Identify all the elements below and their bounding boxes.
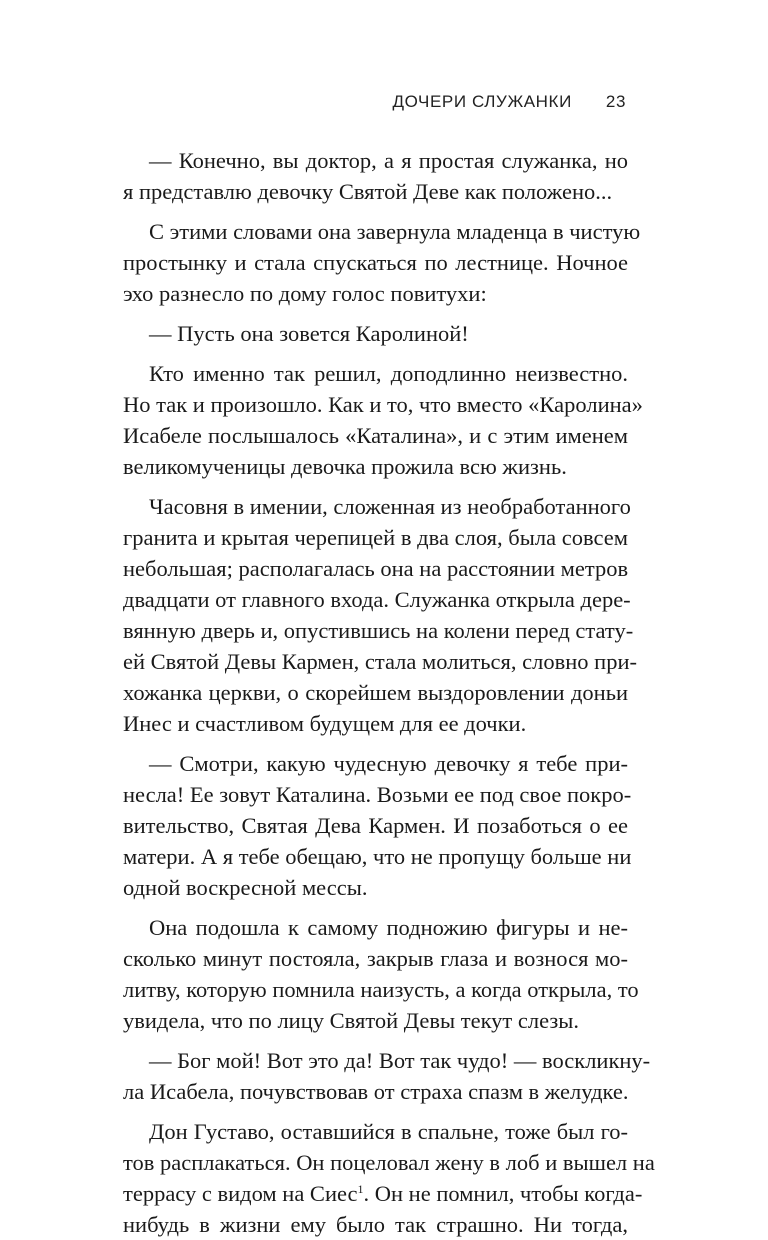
paragraph (123, 1116, 655, 1240)
text-line: тов расплакаться. Он поцеловал жену в лоб и вышел на (123, 1150, 655, 1175)
text-line: Исабеле послышалось «Каталина», и с этим именем (123, 423, 628, 448)
text-segment: . Он не помнил, чтобы когда- (363, 1181, 643, 1206)
text-line: — Смотри, какую чудесную девочку я тебе при- (149, 751, 628, 776)
paragraph (123, 912, 639, 1036)
text-line: небольшая; располагалась она на расстоянии метров (123, 556, 629, 581)
paragraph (123, 216, 641, 309)
text-line: я представлю девочку Святой Деве как положено... (123, 179, 613, 204)
paragraph (123, 491, 637, 739)
chapter-title: ДОЧЕРИ СЛУЖАНКИ (392, 92, 572, 111)
text-line: — Пусть она зовется Каролиной! (149, 321, 469, 346)
body-text (123, 145, 655, 1240)
text-line: Инес и счастливом будущем для ее дочки. (123, 711, 527, 736)
paragraph (123, 145, 628, 207)
text-line: простынку и стала спускаться по лестнице. Ночное (123, 250, 628, 275)
text-line: литву, которую помнила наизусть, а когда открыла, то (123, 977, 639, 1002)
text-line: вительство, Святая Дева Кармен. И позаботься о ее (123, 813, 628, 838)
text-line: — Конечно, вы доктор, а я простая служанка, но (149, 148, 628, 173)
text-line: вянную дверь и, опустившись на колени перед стату- (123, 618, 634, 643)
page-number: 23 (605, 92, 626, 111)
text-line: Она подошла к самому подножию фигуры и не- (149, 915, 628, 940)
running-head (392, 92, 626, 112)
text-line: эхо разнесло по дому голос повитухи: (123, 281, 487, 306)
text-line: сколько минут постояла, закрыв глаза и вознося мо- (123, 946, 628, 971)
text-line: матери. А я тебе обещаю, что не пропущу больше ни (123, 844, 632, 869)
text-line: ей Святой Девы Кармен, стала молиться, словно при- (123, 649, 637, 674)
text-line: Кто именно так решил, доподлинно неизвестно. (149, 361, 628, 386)
text-line: двадцати от главного входа. Служанка открыла дере- (123, 587, 631, 612)
paragraph (123, 318, 628, 349)
text-line: Часовня в имении, сложенная из необработанного (149, 494, 631, 519)
text-segment: террасу с видом на Сиес (123, 1181, 358, 1206)
text-line: гранита и крытая черепицей в два слоя, была совсем (123, 525, 628, 550)
text-line: ла Исабела, почувствовав от страха спазм в желудке. (123, 1079, 629, 1104)
footnote-marker: 1 (357, 1182, 364, 1196)
paragraph (123, 358, 643, 482)
text-line: одной воскресной мессы. (123, 875, 368, 900)
text-line: С этими словами она завернула младенца в чистую (149, 219, 641, 244)
text-line: великомученицы девочка прожила всю жизнь. (123, 454, 567, 479)
text-line: нибудь в жизни ему было так страшно. Ни тогда, (123, 1212, 628, 1237)
text-line: несла! Ее зовут Каталина. Возьми ее под свое покро- (123, 782, 632, 807)
paragraph (123, 748, 632, 903)
text-line: Но так и произошло. Как и то, что вместо «Каролина» (123, 392, 643, 417)
text-line: — Бог мой! Вот это да! Вот так чудо! — воскликну- (149, 1048, 651, 1073)
paragraph (123, 1045, 651, 1107)
text-line: увидела, что по лицу Святой Девы текут слезы. (123, 1008, 579, 1033)
text-line: хожанка церкви, о скорейшем выздоровлении доньи (123, 680, 628, 705)
text-line: Дон Густаво, оставшийся в спальне, тоже был го- (149, 1119, 628, 1144)
text-line (123, 1178, 643, 1209)
